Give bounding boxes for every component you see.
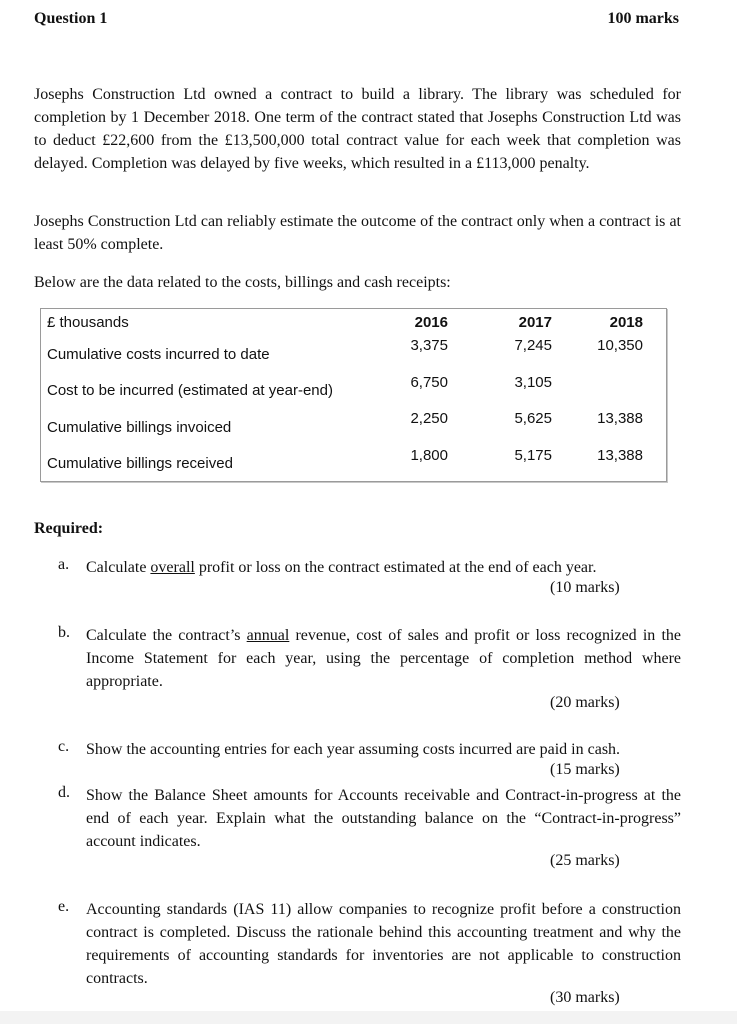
page-bottom-edge: [0, 1011, 737, 1024]
table-year-header: 2016: [414, 314, 448, 331]
table-cell: 5,625: [514, 410, 552, 427]
table-cell: 3,375: [410, 337, 448, 354]
table-cell: 5,175: [514, 447, 552, 464]
table-unit-label: £ thousands: [47, 314, 129, 331]
item-text: Calculate: [86, 559, 151, 576]
item-letter: a.: [58, 556, 70, 573]
table-cell: 13,388: [597, 447, 643, 464]
item-marks: (30 marks): [550, 989, 620, 1006]
intro-paragraph-1: Josephs Construction Ltd owned a contract to build a library. The library was scheduled for completion by 1 December 2018. One term of the contract stated that Josephs Construction Ltd was to deduct £22,600 from the £13,500,000 total contract value for each week that completion was delayed. Completion was delayed by five weeks, which resulted in a £113,000 penalty.: [34, 86, 681, 172]
table-row-label: Cumulative costs incurred to date: [47, 346, 270, 363]
table-cell: 6,750: [410, 374, 448, 391]
required-item-e: Accounting standards (IAS 11) allow companies to recognize profit before a construction contract is completed. Discuss the rationale behind this accounting treatment and why the requirements of accounting standards for inventories are not applicable to construction contracts.: [86, 901, 681, 987]
intro-paragraph-3: Below are the data related to the costs, billings and cash receipts:: [34, 274, 451, 291]
item-text: revenue, cost of sales and profit or loss recognized in the Income Statement for each year, using the percentage of completion method where appropriate.: [86, 627, 681, 690]
item-marks: (15 marks): [550, 761, 620, 778]
item-letter: b.: [58, 624, 70, 641]
item-text: Calculate the contract’s: [86, 627, 247, 644]
table-row-label: Cumulative billings received: [47, 455, 233, 472]
table-year-header: 2017: [518, 314, 552, 331]
item-text: profit or loss on the contract estimated at the end of each year.: [194, 559, 597, 576]
table-cell: 3,105: [514, 374, 552, 391]
table-cell: 7,245: [514, 337, 552, 354]
question-title: Question 1: [34, 10, 108, 27]
intro-paragraph-2: Josephs Construction Ltd can reliably estimate the outcome of the contract only when a contract is at least 50% complete.: [34, 213, 681, 253]
required-heading: Required:: [34, 520, 104, 537]
item-emphasis: annual: [246, 627, 290, 644]
data-table: [40, 308, 667, 482]
required-item-d: Show the Balance Sheet amounts for Accounts receivable and Contract-in-progress at the end of each year. Explain what the outstanding balance on the “Contract-in-progress” account indicates.: [86, 787, 681, 850]
required-item-a: [86, 556, 681, 579]
item-letter: c.: [58, 738, 70, 755]
item-marks: (20 marks): [550, 694, 620, 711]
item-marks: (10 marks): [550, 579, 620, 596]
item-letter: e.: [58, 898, 70, 915]
question-marks: 100 marks: [607, 10, 679, 27]
table-cell: 10,350: [597, 337, 643, 354]
item-emphasis: overall: [150, 559, 195, 576]
item-letter: d.: [58, 784, 70, 801]
required-item-c: Show the accounting entries for each year assuming costs incurred are paid in cash.: [86, 741, 621, 758]
table-year-header: 2018: [609, 314, 643, 331]
table-row-label: Cumulative billings invoiced: [47, 419, 232, 436]
table-cell: 2,250: [410, 410, 448, 427]
table-row-label: Cost to be incurred (estimated at year-end): [47, 382, 333, 399]
item-marks: (25 marks): [550, 852, 620, 869]
required-item-b: [86, 624, 681, 693]
table-cell: 13,388: [597, 410, 643, 427]
table-cell: 1,800: [410, 447, 448, 464]
